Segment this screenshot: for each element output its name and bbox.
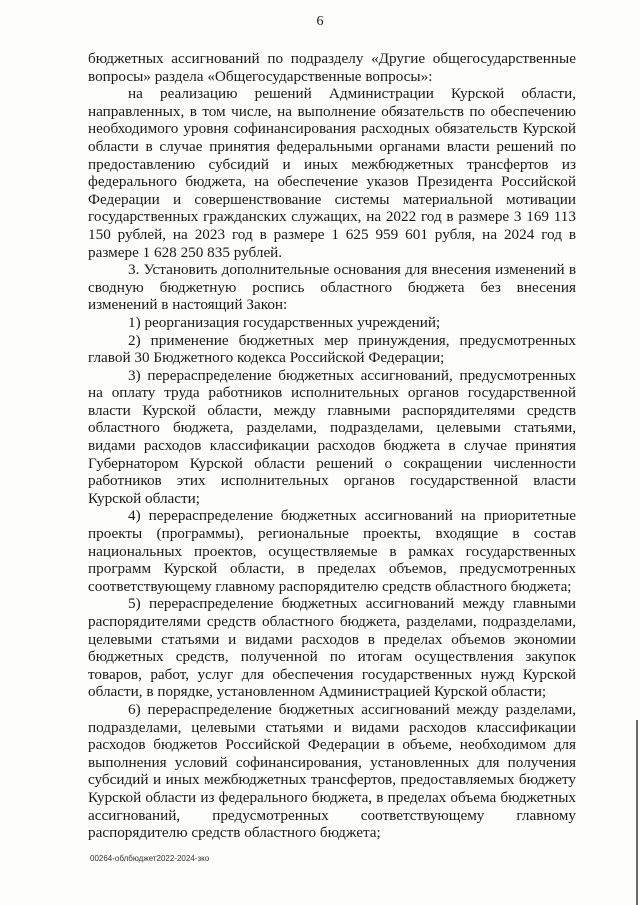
paragraph-intro: бюджетных ассигнований по подразделу «Другие общегосударственные вопросы» раздела «Общегосударственные вопросы»:: [88, 50, 576, 85]
list-item-3: 3) перераспределение бюджетных ассигнований, предусмотренных на оплату труда работников исполнительных органов государственной власти Курской области, между главными распорядителями средств областного бюджета, разделами, подразделами, целевыми статьями, видами расходов классификации расходов бюджета в случае принятия Губернатором Курской области решений о сокращении численности работников этих исполнительных органов государственной власти Курской области;: [88, 366, 576, 507]
paragraph-clause-3: 3. Установить дополнительные основания для внесения изменений в сводную бюджетную роспись областного бюджета без внесения изменений в настоящий Закон:: [88, 261, 576, 314]
document-code: 00264-облбюджет2022-2024-зко: [90, 854, 210, 863]
list-item-6: 6) перераспределение бюджетных ассигнований между разделами, подразделами, целевыми статьями и видами расходов классификации расходов бюджетов Российской Федерации в объеме, необходимом для выполнения условий софинансирования, установленных для получения субсидий и иных межбюджетных трансфертов, предоставляемых бюджету Курской области из федерального бюджета, в пределах объема бюджетных ассигнований, предусмотренных соответствующему главному распорядителю средств областного бюджета;: [88, 700, 576, 842]
paragraph-reserve-funds: на реализацию решений Администрации Курской области, направленных, в том числе, на выполнение обязательств по обеспечению необходимого уровня софинансирования расходных обязательств Курской области в случае принятия федеральными органами власти решений по предоставлению субсидий и иных межбюджетных трансфертов из федерального бюджета, на обеспечение указов Президента Российской Федерации и совершенствование системы материальной мотивации государственных гражданских служащих, на 2022 год в размере 3 169 113 150 рублей, на 2023 год в размере 1 625 959 601 рубля, на 2024 год в размере 1 628 250 835 рублей.: [88, 85, 576, 261]
list-item-5: 5) перераспределение бюджетных ассигнований между главными распорядителями средств областного бюджета, разделами, подразделами, целевыми статьями и видами расходов в пределах объемов экономии бюджетных средств, полученной по итогам осуществления закупок товаров, работ, услуг для обеспечения государственных нужд Курской области, в порядке, установленном Администрацией Курской области;: [88, 595, 576, 701]
page-number: 6: [316, 14, 324, 29]
list-item-4: 4) перераспределение бюджетных ассигнований на приоритетные проекты (программы), региональные проекты, входящие в состав национальных проектов, осуществляемые в рамках государственных программ Курской области, в пределах объемов, предусмотренных соответствующему главному распорядителю средств областного бюджета;: [88, 507, 576, 595]
list-item-1: 1) реорганизация государственных учреждений;: [128, 313, 441, 331]
list-item-2: 2) применение бюджетных мер принуждения, предусмотренных главой 30 Бюджетного кодекса Российской Федерации;: [88, 331, 576, 367]
scan-edge-line: [636, 720, 638, 905]
document-body: [88, 50, 576, 842]
